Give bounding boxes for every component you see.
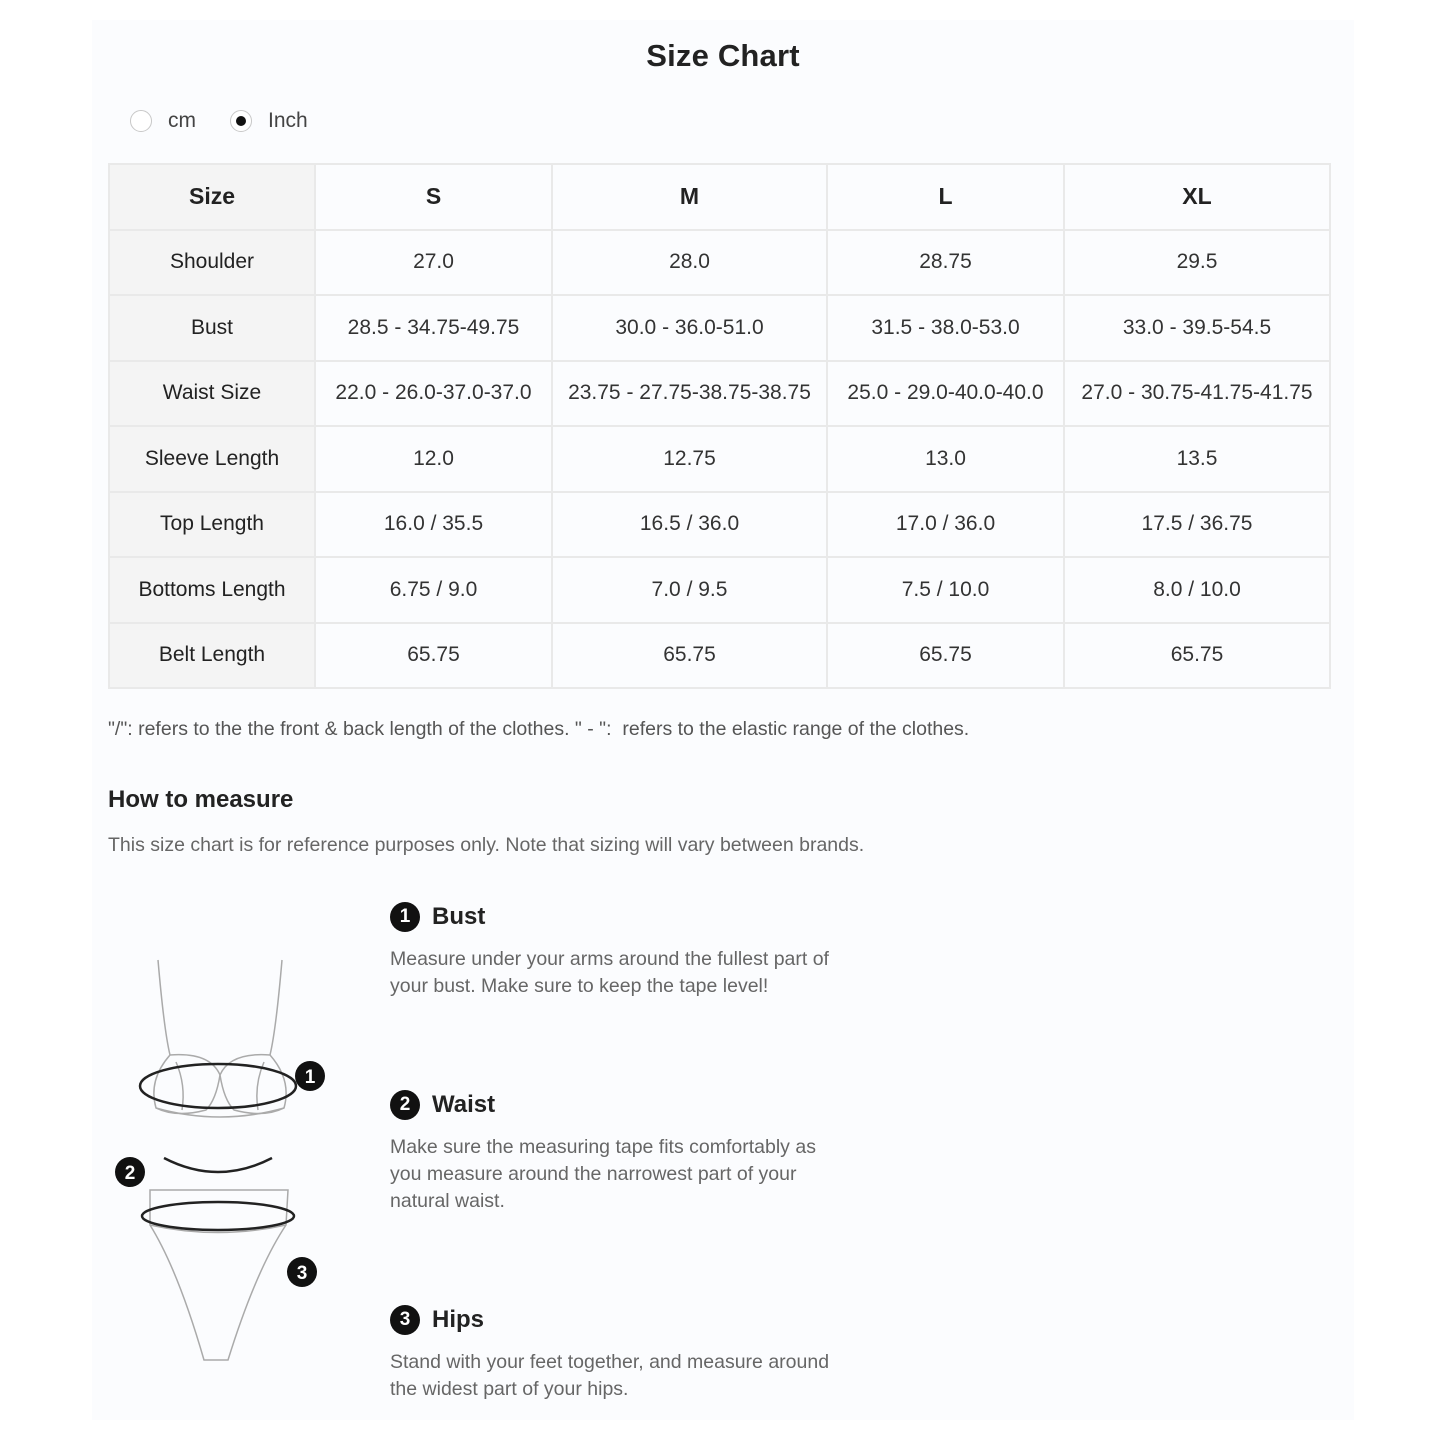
table-row — [109, 361, 1330, 427]
table-cell: 13.0 — [827, 426, 1064, 492]
how-to-measure-heading: How to measure — [108, 786, 294, 813]
size-chart-panel — [92, 20, 1354, 1420]
step-description: Stand with your feet together, and measure around the widest part of your hips. — [390, 1351, 830, 1400]
table-cell: 17.0 / 36.0 — [827, 492, 1064, 558]
table-cell: 30.0 - 36.0-51.0 — [552, 295, 827, 361]
table-cell: 7.0 / 9.5 — [552, 557, 827, 623]
table-row — [109, 492, 1330, 558]
bikini-measure-illustration — [106, 940, 336, 1380]
table-cell: 13.5 — [1064, 426, 1330, 492]
row-header: Bottoms Length — [109, 557, 315, 623]
table-cell: 65.75 — [552, 623, 827, 689]
table-cell: 16.5 / 36.0 — [552, 492, 827, 558]
unit-label-cm: cm — [168, 109, 196, 132]
number-3-icon: 3 — [390, 1305, 420, 1335]
number-1-icon: 1 — [390, 902, 420, 932]
size-table — [108, 163, 1331, 689]
step-bust — [390, 902, 850, 1000]
marker-label: 3 — [296, 1263, 308, 1284]
table-row — [109, 426, 1330, 492]
unit-option-cm[interactable] — [130, 109, 196, 133]
marker-3-icon — [287, 1257, 317, 1287]
column-header: S — [315, 164, 552, 230]
table-cell: 22.0 - 26.0-37.0-37.0 — [315, 361, 552, 427]
step-name: Hips — [432, 1306, 485, 1333]
row-header: Shoulder — [109, 230, 315, 296]
unit-option-inch[interactable] — [230, 109, 308, 133]
row-header: Sleeve Length — [109, 426, 315, 492]
table-cell: 28.5 - 34.75-49.75 — [315, 295, 552, 361]
waist-tape-icon — [164, 1158, 272, 1172]
number-2-icon: 2 — [390, 1090, 420, 1120]
marker-label: 1 — [304, 1067, 316, 1088]
column-header: L — [827, 164, 1064, 230]
step-name: Waist — [432, 1091, 496, 1118]
table-cell: 29.5 — [1064, 230, 1330, 296]
table-cell: 27.0 — [315, 230, 552, 296]
marker-label: 2 — [124, 1163, 136, 1184]
table-cell: 7.5 / 10.0 — [827, 557, 1064, 623]
table-cell: 12.75 — [552, 426, 827, 492]
table-cell: 31.5 - 38.0-53.0 — [827, 295, 1064, 361]
table-cell: 6.75 / 9.0 — [315, 557, 552, 623]
row-header: Bust — [109, 295, 315, 361]
table-row — [109, 295, 1330, 361]
column-header: M — [552, 164, 827, 230]
table-cell: 28.0 — [552, 230, 827, 296]
unit-toggle — [130, 106, 342, 136]
step-heading — [390, 902, 850, 932]
step-hips — [390, 1305, 850, 1403]
column-header: Size — [109, 164, 315, 230]
step-name: Bust — [432, 903, 486, 930]
table-row — [109, 557, 1330, 623]
table-cell: 27.0 - 30.75-41.75-41.75 — [1064, 361, 1330, 427]
table-cell: 65.75 — [1064, 623, 1330, 689]
step-description: Measure under your arms around the fullest part of your bust. Make sure to keep the tape level! — [390, 948, 829, 997]
table-cell: 65.75 — [827, 623, 1064, 689]
column-header: XL — [1064, 164, 1330, 230]
table-cell: 33.0 - 39.5-54.5 — [1064, 295, 1330, 361]
row-header: Belt Length — [109, 623, 315, 689]
table-cell: 23.75 - 27.75-38.75-38.75 — [552, 361, 827, 427]
table-row — [109, 230, 1330, 296]
table-cell: 17.5 / 36.75 — [1064, 492, 1330, 558]
table-cell: 65.75 — [315, 623, 552, 689]
table-cell: 25.0 - 29.0-40.0-40.0 — [827, 361, 1064, 427]
bikini-top-icon — [154, 960, 286, 1117]
bikini-bottom-icon — [150, 1190, 288, 1360]
marker-1-icon — [295, 1061, 325, 1091]
table-row — [109, 623, 1330, 689]
row-header: Top Length — [109, 492, 315, 558]
table-header-row — [109, 164, 1330, 230]
step-heading — [390, 1090, 850, 1120]
table-cell: 12.0 — [315, 426, 552, 492]
step-description: Make sure the measuring tape fits comfortably as you measure around the narrowest part of your natural waist. — [390, 1136, 816, 1212]
row-header: Waist Size — [109, 361, 315, 427]
marker-2-icon — [115, 1157, 145, 1187]
hips-tape-icon — [142, 1202, 294, 1230]
step-heading — [390, 1305, 850, 1335]
page-title: Size Chart — [646, 38, 800, 73]
unit-label-inch: Inch — [268, 109, 308, 132]
table-cell: 8.0 / 10.0 — [1064, 557, 1330, 623]
how-to-measure-subtitle: This size chart is for reference purposes only. Note that sizing will vary between brands. — [108, 834, 865, 856]
size-note: "/": refers to the the front & back length of the clothes. " - ": refers to the elastic range of the clothes. — [108, 718, 970, 740]
table-cell: 16.0 / 35.5 — [315, 492, 552, 558]
step-waist — [390, 1090, 850, 1215]
radio-checked-icon[interactable] — [230, 110, 252, 132]
radio-unchecked-icon[interactable] — [130, 110, 152, 132]
table-cell: 28.75 — [827, 230, 1064, 296]
